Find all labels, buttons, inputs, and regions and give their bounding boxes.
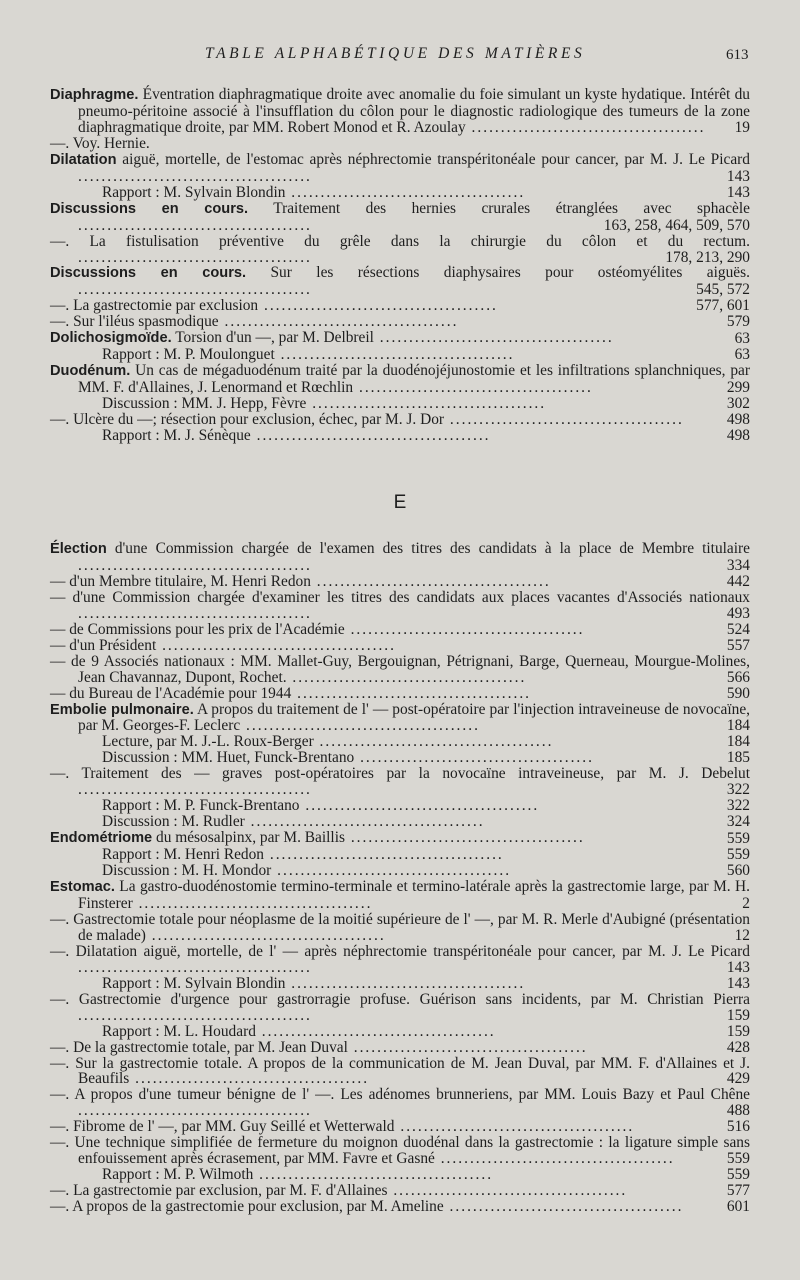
dot-leader: ........................................ xyxy=(299,797,540,815)
dot-leader: ........................................ xyxy=(145,926,386,944)
index-entry xyxy=(50,396,750,412)
entry-page-ref: 516 xyxy=(723,1119,750,1135)
index-entry xyxy=(50,734,750,750)
entry-page-ref: 488 xyxy=(723,1103,750,1119)
entry-text: Discussion : MM. Huet, Funck-Brentano xyxy=(102,749,355,767)
dot-leader: ........................................ xyxy=(465,118,706,136)
entry-page-ref: 302 xyxy=(723,396,750,412)
entry-page-ref: 545, 572 xyxy=(692,282,750,298)
index-entry xyxy=(50,1183,750,1199)
dot-leader: ........................................ xyxy=(78,1102,312,1120)
dot-leader: ........................................ xyxy=(313,733,554,751)
index-entry xyxy=(50,87,750,136)
dot-leader: ........................................ xyxy=(285,974,526,992)
entry-page-ref: 299 xyxy=(723,380,750,396)
index-entry xyxy=(50,1119,750,1135)
entry-page-ref: 143 xyxy=(723,976,750,992)
index-entry xyxy=(50,541,750,574)
entry-page-ref: 324 xyxy=(723,814,750,830)
entry-text: —. Gastrectomie totale pour néoplasme de la moitié supérieure de l' —, par M. R. Merle d'Aubigné (présentation de malade) xyxy=(50,910,750,944)
entry-text: Traitement des hernies crurales étranglées avec sphacèle xyxy=(248,199,750,217)
entry-text: Rapport : M. J. Sénèque xyxy=(102,427,251,445)
index-entry xyxy=(50,992,750,1024)
entry-text: Rapport : M. P. Moulonguet xyxy=(102,346,275,364)
index-entry xyxy=(50,976,750,992)
entry-text: —. La gastrectomie par exclusion xyxy=(50,297,259,315)
index-entry xyxy=(50,363,750,396)
entry-text: —. Ulcère du —; résection pour exclusion, échec, par M. J. Dor xyxy=(50,411,445,429)
index-entry xyxy=(50,622,750,638)
entry-page-ref: 498 xyxy=(723,412,750,428)
index-entry xyxy=(50,863,750,879)
index-entry xyxy=(50,847,750,863)
entry-text: —. Voy. Hernie. xyxy=(50,134,150,152)
index-entry xyxy=(50,1199,750,1215)
entry-text: Rapport : M. Henri Redon xyxy=(102,846,265,864)
entry-text: —. Traitement des — graves post-opératoires par la novocaïne intraveineuse, par M. J. Debelut xyxy=(50,765,750,783)
dot-leader: ........................................ xyxy=(286,668,527,686)
page-number: 613 xyxy=(726,47,749,63)
entry-text: —. Gastrectomie d'urgence pour gastrorragie profuse. Guérison sans incidents, par M. Christian Pierra xyxy=(50,990,750,1008)
entry-text: Rapport : M. P. Wilmoth xyxy=(102,1166,254,1184)
dot-leader: ........................................ xyxy=(78,604,312,622)
dot-leader: ........................................ xyxy=(255,1022,496,1040)
dot-leader: ........................................ xyxy=(156,636,396,654)
entry-headword: Diaphragme. xyxy=(50,87,139,103)
dot-leader: ........................................ xyxy=(78,281,312,299)
dot-leader: ........................................ xyxy=(373,329,614,347)
index-entry xyxy=(50,654,750,686)
dot-leader: ........................................ xyxy=(306,395,547,413)
index-entry xyxy=(50,1135,750,1167)
entry-headword: Dilatation xyxy=(50,151,117,168)
entry-text: Lecture, par M. J.-L. Roux-Berger xyxy=(102,733,314,751)
dot-leader: ........................................ xyxy=(354,749,594,767)
dot-leader: ........................................ xyxy=(387,1182,628,1200)
entry-page-ref: 334 xyxy=(723,558,750,574)
entry-page-ref: 184 xyxy=(723,734,750,750)
entry-headword: Estomac. xyxy=(50,879,115,896)
entry-text: —. De la gastrectomie totale, par M. Jean Duval xyxy=(50,1038,348,1056)
dot-leader: ........................................ xyxy=(353,379,593,397)
index-entry xyxy=(50,830,750,847)
dot-leader: ........................................ xyxy=(285,183,526,201)
entry-page-ref: 159 xyxy=(723,1024,750,1040)
entry-text: — de 9 Associés nationaux : MM. Mallet-Guy, Bergouignan, Pétrignani, Barge, Querneau, Mourgue-Molines, Jean Chavannaz, Dupont, Rochet. xyxy=(50,652,750,686)
index-entry xyxy=(50,314,750,330)
dot-leader: ........................................ xyxy=(253,1166,494,1184)
entry-text: Sur les résections diaphysaires pour ostéomyélites aiguës. xyxy=(246,264,750,282)
entry-text: —. Une technique simplifiée de fermeture du moignon duodénal dans la gastrectomie : la ligature simple sans enfouissement après écrasement, par MM. Favre et Gasné xyxy=(50,1134,750,1168)
entry-page-ref: 184 xyxy=(723,718,750,734)
entry-page-ref: 524 xyxy=(723,622,750,638)
entry-page-ref: 559 xyxy=(723,1167,750,1183)
entry-text: — du Bureau de l'Académie pour 1944 xyxy=(50,684,292,702)
entry-text: —. A propos d'une tumeur bénigne de l' —. Les adénomes brunneriens, par MM. Louis Bazy et Paul Chêne xyxy=(50,1086,750,1104)
entry-text: du mésosalpinx, par M. Baillis xyxy=(152,829,345,847)
entry-text: —. Fibrome de l' —, par MM. Guy Seillé et Wetterwald xyxy=(50,1118,395,1136)
entry-text: —. Sur l'iléus spasmodique xyxy=(50,313,219,331)
index-entry xyxy=(50,1087,750,1119)
entry-page-ref: 560 xyxy=(723,863,750,879)
dot-leader: ........................................ xyxy=(78,248,312,266)
index-entry xyxy=(50,814,750,830)
index-entry xyxy=(50,1040,750,1056)
entry-page-ref: 601 xyxy=(723,1199,750,1215)
entry-headword: Embolie pulmonaire. xyxy=(50,701,194,718)
index-entry xyxy=(50,298,750,314)
entry-text: La gastro-duodénostomie termino-terminale et termino-latérale après la gastrectomie large, par M. H. Finsterer xyxy=(78,878,750,912)
entry-headword: Élection xyxy=(50,541,107,557)
index-entry xyxy=(50,152,750,185)
entry-page-ref: 442 xyxy=(723,574,750,590)
entry-text: —. A propos de la gastrectomie pour exclusion, par M. Ameline xyxy=(50,1198,444,1216)
entry-text: — d'un Président xyxy=(50,636,157,654)
entry-text: Discussion : M. Rudler xyxy=(102,813,245,831)
entry-page-ref: 322 xyxy=(723,782,750,798)
dot-leader: ........................................ xyxy=(129,1070,370,1088)
dot-leader: ........................................ xyxy=(264,846,504,864)
dot-leader: ........................................ xyxy=(78,781,312,799)
index-entry xyxy=(50,912,750,944)
entry-headword: Duodénum. xyxy=(50,363,131,380)
dot-leader: ........................................ xyxy=(443,1198,684,1216)
index-entry xyxy=(50,798,750,814)
entry-page-ref: 559 xyxy=(723,831,750,847)
index-entry xyxy=(50,185,750,201)
dot-leader: ........................................ xyxy=(344,829,585,847)
entry-text: —. Dilatation aiguë, mortelle, de l' — après néphrectomie transpéritonéale pour cancer, par M. J. Le Picard xyxy=(50,942,750,960)
index-entry xyxy=(50,1056,750,1088)
index-entry xyxy=(50,234,750,266)
dot-leader: ........................................ xyxy=(444,411,684,429)
running-header xyxy=(0,45,800,69)
dot-leader: ........................................ xyxy=(344,620,585,638)
index-entry xyxy=(50,201,750,234)
entry-page-ref: 429 xyxy=(723,1071,750,1087)
entry-text: — de Commissions pour les prix de l'Académie xyxy=(50,620,345,638)
dot-leader: ........................................ xyxy=(250,427,491,445)
index-entry xyxy=(50,702,750,735)
entry-text: Éventration diaphragmatique droite avec anomalie du foie simulant un kyste hydatique. Intérêt du pneumo-péritoine associé à l'insufflation du côlon pour le diagnostic radiologique des tumeurs de la zone diaphragmatique droite, par MM. Robert Monod et R. Azoulay xyxy=(78,86,750,136)
entry-text: Torsion d'un —, par M. Delbreil xyxy=(171,329,374,347)
entry-text: Rapport : M. P. Funck-Brentano xyxy=(102,797,300,815)
entry-text: Un cas de mégaduodénum traité par la duodénojéjunostomie et les infiltrations splanchniques, par MM. F. d'Allaines, J. Lenormand et Rœchlin xyxy=(78,362,750,397)
index-entry xyxy=(50,330,750,347)
entry-text: Rapport : M. L. Houdard xyxy=(102,1022,256,1040)
entry-page-ref: 63 xyxy=(731,347,750,363)
entry-page-ref: 498 xyxy=(723,428,750,444)
entry-headword: Dolichosigmoïde. xyxy=(50,330,172,347)
entry-page-ref: 163, 258, 464, 509, 570 xyxy=(600,218,750,234)
index-entry xyxy=(50,879,750,912)
section-letter: E xyxy=(393,492,407,513)
entry-page-ref: 143 xyxy=(723,169,750,185)
entry-page-ref: 577 xyxy=(723,1183,750,1199)
header-title: TABLE ALPHABÉTIQUE DES MATIÈRES xyxy=(205,45,586,62)
dot-leader: ........................................ xyxy=(78,216,312,234)
dot-leader: ........................................ xyxy=(78,1006,312,1024)
index-entry xyxy=(50,412,750,428)
entry-page-ref: 12 xyxy=(731,928,750,944)
index-entry xyxy=(50,750,750,766)
dot-leader: ........................................ xyxy=(132,894,373,912)
dot-leader: ........................................ xyxy=(240,717,480,735)
entry-page-ref: 566 xyxy=(723,670,750,686)
dot-leader: ........................................ xyxy=(394,1118,635,1136)
entry-text: aiguë, mortelle, de l'estomac après néphrectomie transpéritonéale pour cancer, par M. J. Le Picard xyxy=(116,150,750,168)
index-entry xyxy=(50,1167,750,1183)
entry-page-ref: 590 xyxy=(723,686,750,702)
entry-text: Rapport : M. Sylvain Blondin xyxy=(102,974,286,992)
entry-page-ref: 428 xyxy=(723,1040,750,1056)
entry-text: —. Sur la gastrectomie totale. A propos de la communication de M. Jean Duval, par MM. F. d'Allaines et J. Beaufils xyxy=(50,1054,750,1088)
entry-page-ref: 143 xyxy=(723,960,750,976)
entry-text: Rapport : M. Sylvain Blondin xyxy=(102,183,286,201)
entry-text: Discussion : MM. J. Hepp, Fèvre xyxy=(102,395,307,413)
dot-leader: ........................................ xyxy=(244,813,485,831)
index-block-e xyxy=(50,541,750,1215)
entry-headword: Endométriome xyxy=(50,830,153,847)
dot-leader: ........................................ xyxy=(78,556,312,574)
dot-leader: ........................................ xyxy=(271,862,512,880)
index-entry xyxy=(50,944,750,976)
entry-headword: Discussions en cours. xyxy=(50,200,249,217)
entry-text: — d'une Commission chargée d'examiner les titres des candidats aux places vacantes d'Associés nationaux xyxy=(50,588,750,606)
entry-page-ref: 577, 601 xyxy=(692,298,750,314)
dot-leader: ........................................ xyxy=(258,297,498,315)
entry-page-ref: 559 xyxy=(723,1151,750,1167)
entry-page-ref: 559 xyxy=(723,847,750,863)
index-entry xyxy=(50,686,750,702)
entry-text: Discussion : M. H. Mondor xyxy=(102,862,272,880)
entry-text: A propos du traitement de l' — post-opératoire par l'injection intraveineuse de novocaïne, par M. Georges-F. Leclerc xyxy=(78,700,750,735)
dot-leader: ........................................ xyxy=(78,167,312,185)
dot-leader: ........................................ xyxy=(310,572,551,590)
dot-leader: ........................................ xyxy=(218,313,459,331)
index-entry xyxy=(50,574,750,590)
entry-page-ref: 493 xyxy=(723,606,750,622)
entry-page-ref: 178, 213, 290 xyxy=(661,250,750,266)
entry-page-ref: 63 xyxy=(731,331,750,347)
entry-text: — d'un Membre titulaire, M. Henri Redon xyxy=(50,572,311,590)
entry-text: —. La fistulisation préventive du grêle dans la chirurgie du côlon et du rectum. xyxy=(50,232,750,250)
entry-page-ref: 185 xyxy=(723,750,750,766)
entry-page-ref: 19 xyxy=(731,120,750,136)
index-entry xyxy=(50,347,750,363)
index-entry xyxy=(50,265,750,298)
dot-leader: ........................................ xyxy=(274,346,515,364)
index-entry xyxy=(50,1024,750,1040)
dot-leader: ........................................ xyxy=(78,958,312,976)
index-entry xyxy=(50,638,750,654)
dot-leader: ........................................ xyxy=(347,1038,588,1056)
entry-page-ref: 322 xyxy=(723,798,750,814)
entry-page-ref: 143 xyxy=(723,185,750,201)
index-entry xyxy=(50,590,750,622)
entry-page-ref: 579 xyxy=(723,314,750,330)
dot-leader: ........................................ xyxy=(434,1150,675,1168)
entry-headword: Discussions en cours. xyxy=(50,265,247,282)
entry-text: —. La gastrectomie par exclusion, par M. F. d'Allaines xyxy=(50,1182,388,1200)
entry-page-ref: 2 xyxy=(738,896,750,912)
index-block-d xyxy=(50,87,750,444)
index-entry xyxy=(50,766,750,798)
entry-page-ref: 159 xyxy=(723,1008,750,1024)
index-entry xyxy=(50,136,750,152)
entry-page-ref: 557 xyxy=(723,638,750,654)
entry-text: d'une Commission chargée de l'examen des titres des candidats à la place de Membre titulaire xyxy=(106,540,750,557)
index-entry xyxy=(50,428,750,444)
dot-leader: ........................................ xyxy=(291,684,532,702)
